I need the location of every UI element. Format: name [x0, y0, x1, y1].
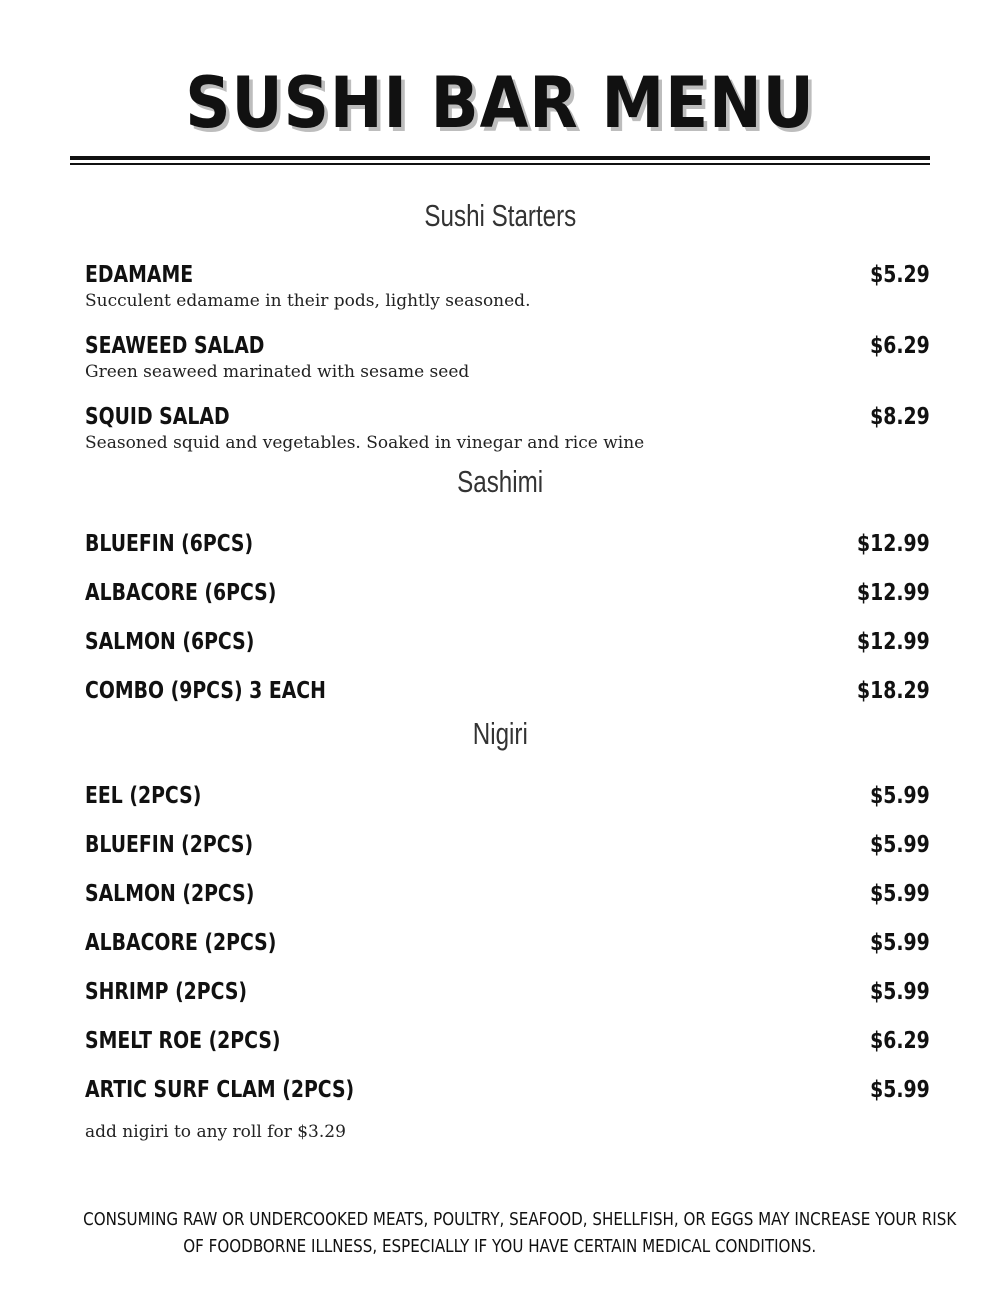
disclaimer-line-2: OF FOODBORNE ILLNESS, ESPECIALLY IF YOU HAVE CERTAIN MEDICAL CONDITIONS. — [183, 1236, 817, 1257]
title-divider-thick — [70, 156, 930, 160]
menu-item-shrimp-2pcs — [85, 978, 930, 1006]
menu-item-edamame — [85, 261, 930, 312]
section-heading-sashimi: Sashimi — [456, 464, 543, 499]
item-price: $5.99 — [870, 832, 930, 858]
item-name: SMELT ROE (2PCS) — [85, 1028, 281, 1054]
item-price: $6.29 — [870, 333, 930, 359]
menu-item-salmon-2pcs — [85, 880, 930, 908]
menu-item-albacore-2pcs — [85, 929, 930, 957]
item-name: ALBACORE (6PCS) — [85, 580, 277, 606]
section-heading-nigiri: Nigiri — [472, 716, 528, 751]
item-price: $5.99 — [870, 881, 930, 907]
item-name: COMBO (9PCS) 3 EACH — [85, 678, 326, 704]
item-name: ALBACORE (2PCS) — [85, 930, 277, 956]
item-name: SALMON (2PCS) — [85, 881, 255, 907]
food-safety-disclaimer — [0, 1206, 1000, 1260]
item-price: $12.99 — [857, 629, 930, 655]
item-description: Green seaweed marinated with sesame seed — [85, 362, 470, 382]
item-price: $18.29 — [857, 678, 930, 704]
menu-item-albacore-6pcs — [85, 579, 930, 607]
menu-item-seaweed-salad — [85, 332, 930, 383]
menu-item-bluefin-6pcs — [85, 530, 930, 558]
section-heading-sushi-starters: Sushi Starters — [424, 198, 576, 233]
item-description: Seasoned squid and vegetables. Soaked in vinegar and rice wine — [85, 433, 645, 453]
item-price: $6.29 — [870, 1028, 930, 1054]
nigiri-note: add nigiri to any roll for $3.29 — [85, 1122, 346, 1142]
item-name: ARTIC SURF CLAM (2PCS) — [85, 1077, 355, 1103]
menu-item-salmon-6pcs — [85, 628, 930, 656]
item-price: $5.99 — [870, 1077, 930, 1103]
item-name: SQUID SALAD — [85, 404, 230, 430]
item-name: SEAWEED SALAD — [85, 333, 265, 359]
menu-item-smelt-roe-2pcs — [85, 1027, 930, 1055]
item-name: BLUEFIN (2PCS) — [85, 832, 254, 858]
item-name: SHRIMP (2PCS) — [85, 979, 248, 1005]
item-price: $12.99 — [857, 580, 930, 606]
item-name: BLUEFIN (6PCS) — [85, 531, 254, 557]
menu-item-bluefin-2pcs — [85, 831, 930, 859]
item-name: EEL (2PCS) — [85, 783, 202, 809]
item-price: $5.99 — [870, 783, 930, 809]
menu-title: SUSHI BAR MENU — [185, 62, 815, 144]
menu-item-artic-surf-clam-2pcs — [85, 1076, 930, 1104]
item-price: $12.99 — [857, 531, 930, 557]
item-price: $5.99 — [870, 930, 930, 956]
item-price: $5.29 — [870, 262, 930, 288]
item-name: EDAMAME — [85, 262, 194, 288]
menu-item-combo-9pcs — [85, 677, 930, 705]
menu-item-eel-2pcs — [85, 782, 930, 810]
item-description: Succulent edamame in their pods, lightly seasoned. — [85, 291, 531, 311]
item-name: SALMON (6PCS) — [85, 629, 255, 655]
disclaimer-line-1: CONSUMING RAW OR UNDERCOOKED MEATS, POULTRY, SEAFOOD, SHELLFISH, OR EGGS MAY INCREASE YOUR RISK — [83, 1209, 957, 1230]
title-divider-thin — [70, 163, 930, 165]
menu-item-squid-salad — [85, 403, 930, 454]
item-price: $5.99 — [870, 979, 930, 1005]
item-price: $8.29 — [870, 404, 930, 430]
